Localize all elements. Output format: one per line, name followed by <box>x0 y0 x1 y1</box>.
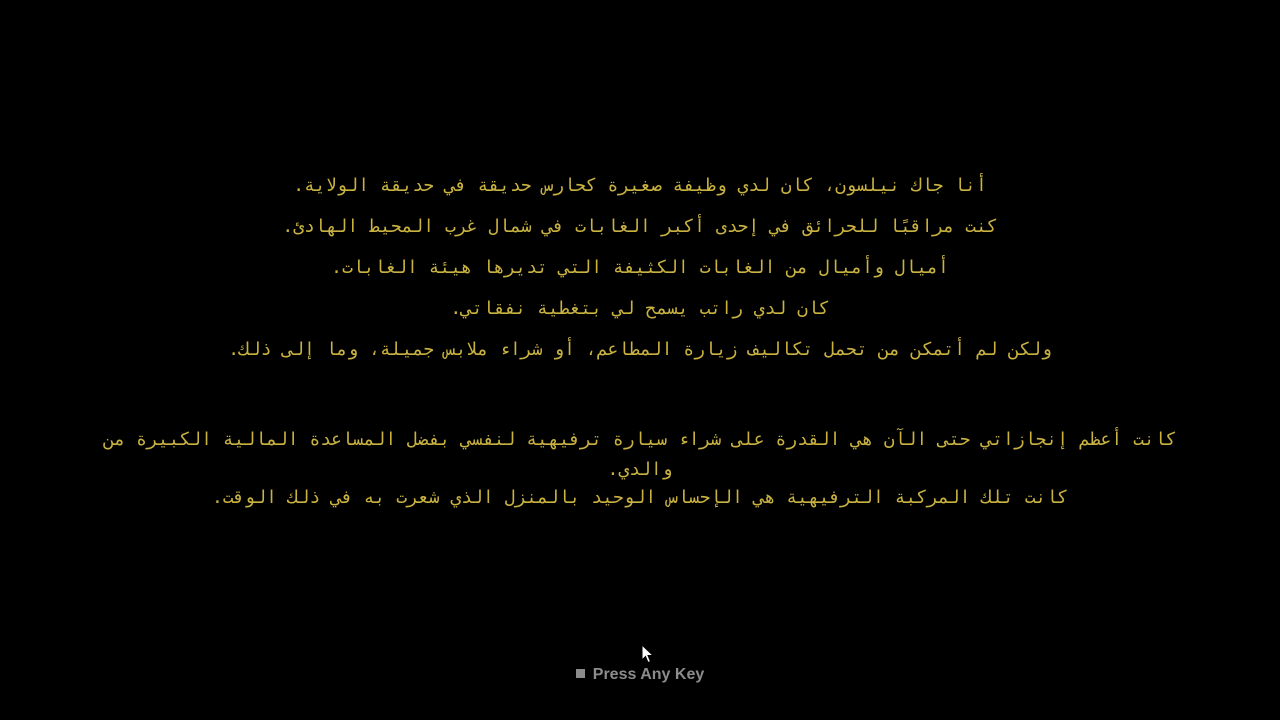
story-line: كنت مراقبًا للحرائق في إحدى أكبر الغابات في شمال غرب المحيط الهادئ. <box>282 216 998 237</box>
prompt-label: Press Any Key <box>592 666 705 683</box>
story-line: أنا جاك نيلسون، كان لدي وظيفة صغيرة كحارس حديقة في حديقة الولاية. <box>293 175 987 196</box>
press-any-key-prompt[interactable] <box>0 666 1280 684</box>
story-line: كانت تلك المركبة الترفيهية هي الإحساس الوحيد بالمنزل الذي شعرت به في ذلك الوقت. <box>211 487 1069 508</box>
mouse-cursor-icon <box>641 644 655 664</box>
story-paragraph-2 <box>0 425 1280 513</box>
square-key-icon <box>576 669 585 678</box>
story-line: كان لدي راتب يسمح لي بتغطية نفقاتي. <box>450 298 830 319</box>
story-paragraph-1 <box>0 165 1280 370</box>
story-line: ولكن لم أتمكن من تحمل تكاليف زيارة المطاعم، أو شراء ملابس جميلة، وما إلى ذلك. <box>228 339 1052 360</box>
story-line: كانت أعظم إنجازاتي حتى الآن هي القدرة على شراء سيارة ترفيهية لنفسي بفضل المساعدة المالية الكبيرة من والدي. <box>103 429 1177 480</box>
story-line: أميال وأميال من الغابات الكثيفة التي تديرها هيئة الغابات. <box>331 257 949 278</box>
